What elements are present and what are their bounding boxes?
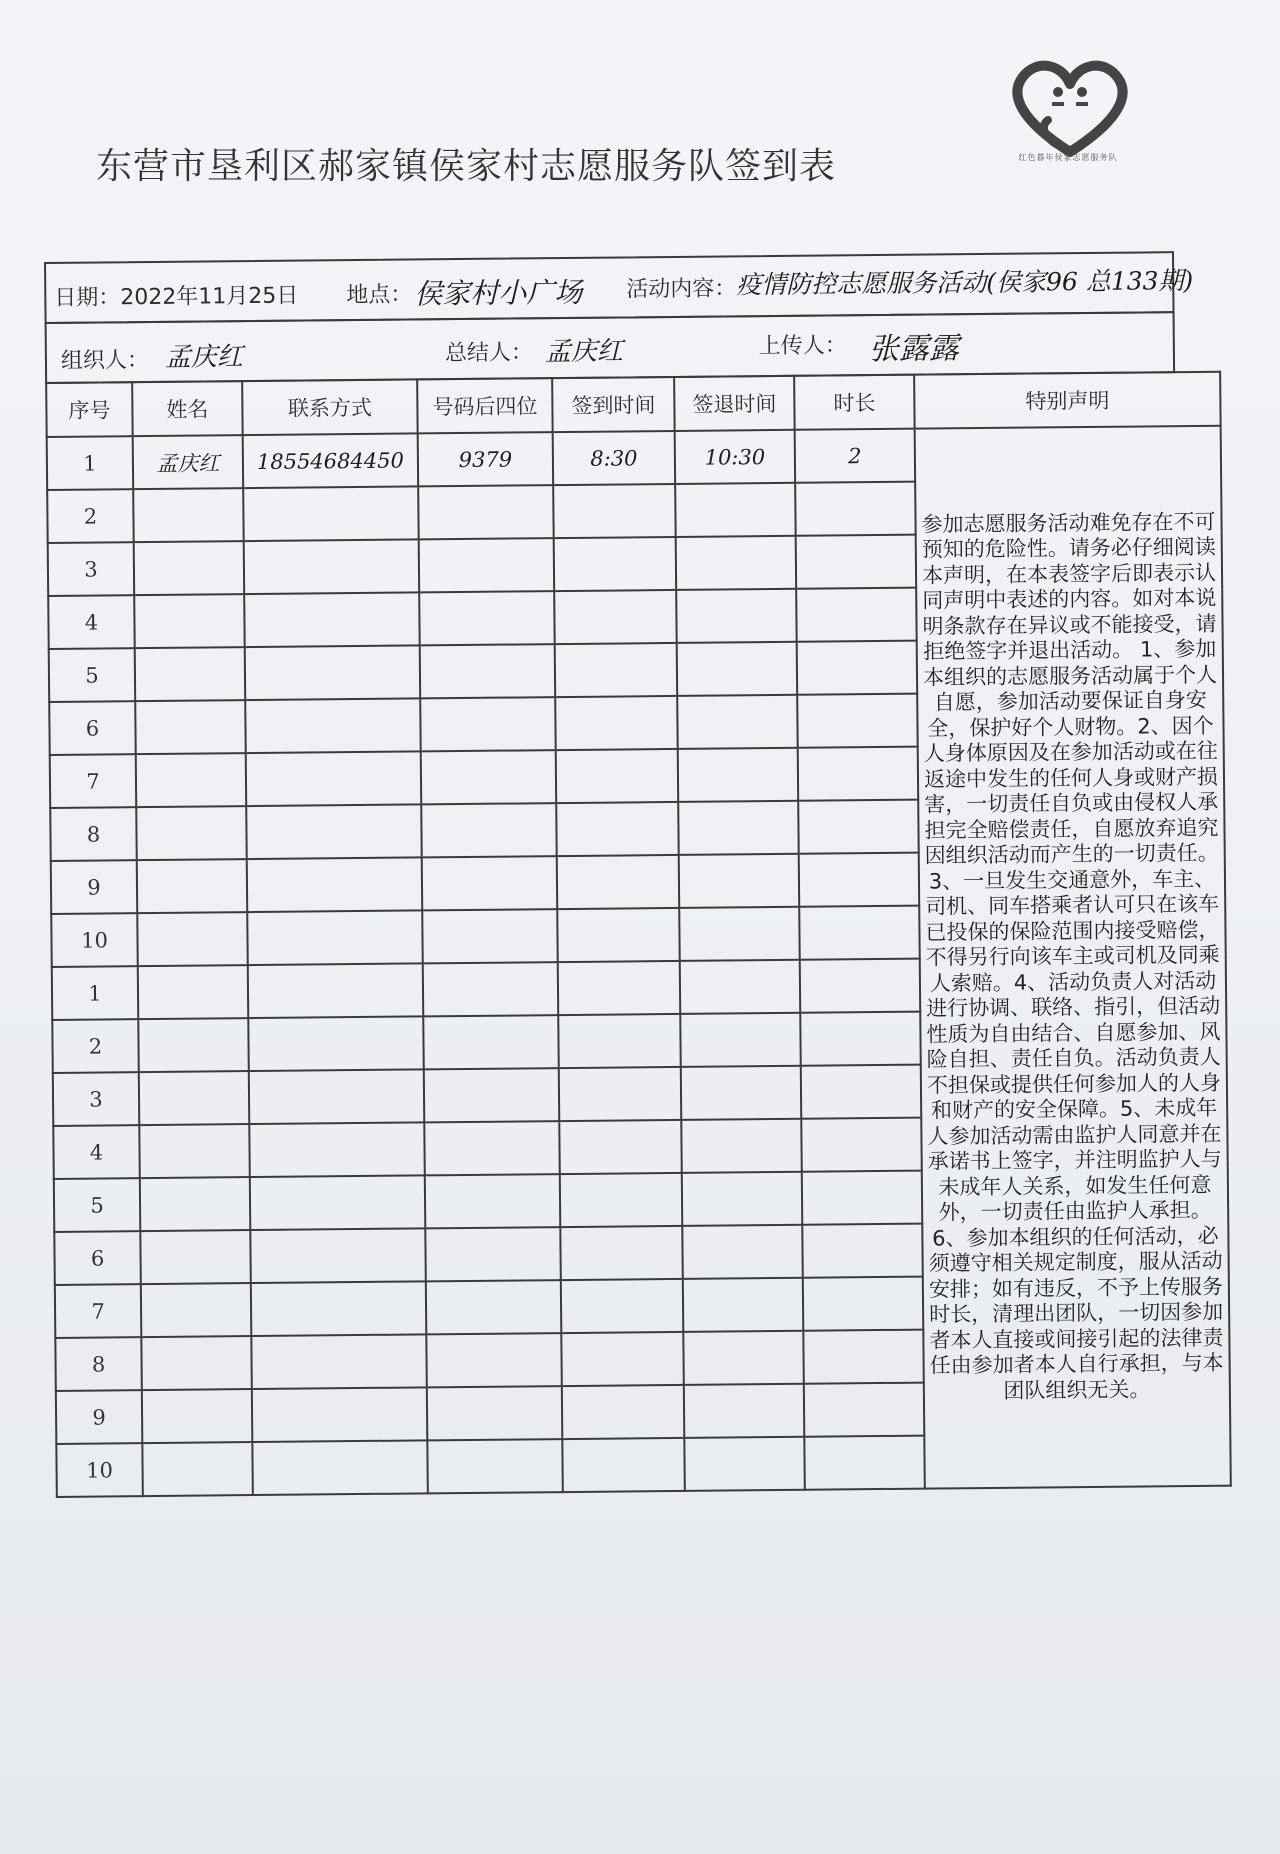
volunteer-name: 孟庆红 xyxy=(133,435,244,489)
row-number: 10 xyxy=(51,913,138,967)
place-label: 地点： xyxy=(346,282,413,309)
check-in-time xyxy=(562,1438,685,1492)
check-out-time xyxy=(682,1172,803,1226)
row-number: 3 xyxy=(48,542,135,596)
check-out-time xyxy=(684,1384,805,1438)
check-in-time xyxy=(556,802,679,856)
phone-number xyxy=(247,910,423,965)
phone-last-four xyxy=(426,1280,562,1334)
duration-hours xyxy=(796,535,917,589)
duration-hours xyxy=(801,1065,922,1119)
place-value: 侯家村小广场 xyxy=(414,275,583,311)
row-number: 1 xyxy=(52,966,139,1020)
row-number: 4 xyxy=(48,595,135,649)
check-in-time xyxy=(553,484,676,538)
phone-number xyxy=(244,592,420,647)
check-in-time xyxy=(560,1173,683,1227)
duration-hours xyxy=(799,906,920,960)
phone-last-four xyxy=(427,1439,563,1493)
organizer-label: 组织人： xyxy=(60,347,150,374)
phone-last-four xyxy=(420,644,556,698)
phone-number xyxy=(249,1069,425,1124)
row-number: 8 xyxy=(50,807,137,861)
phone-last-four xyxy=(426,1333,562,1387)
check-in-time xyxy=(555,696,678,750)
phone-last-four xyxy=(425,1174,561,1228)
column-header: 联系方式 xyxy=(242,379,418,435)
check-in-time xyxy=(557,855,680,909)
document-title: 东营市垦利区郝家镇侯家村志愿服务队签到表 xyxy=(96,146,837,187)
row-number: 1 xyxy=(47,436,134,490)
logo-caption: 红色暮年侯家志愿服务队 xyxy=(1018,153,1118,162)
duration-hours xyxy=(797,641,918,695)
duration-hours xyxy=(796,588,917,642)
check-out-time xyxy=(676,536,797,590)
column-header: 特别声明 xyxy=(914,372,1221,429)
column-header: 号码后四位 xyxy=(417,378,553,433)
duration-hours xyxy=(804,1436,925,1490)
check-in-time xyxy=(557,908,680,962)
check-out-time xyxy=(681,1119,802,1173)
check-out-time xyxy=(684,1437,805,1491)
volunteer-name xyxy=(138,965,249,1019)
check-out-time xyxy=(680,1013,801,1067)
content-label: 活动内容： xyxy=(626,276,737,303)
row-number: 7 xyxy=(55,1284,142,1338)
row-number: 3 xyxy=(53,1072,140,1126)
check-in-time: 8:30 xyxy=(553,431,676,485)
check-out-time xyxy=(676,589,797,643)
column-header: 签退时间 xyxy=(674,376,795,431)
uploader-signature: 张露露 xyxy=(868,331,960,368)
duration-hours: 2 xyxy=(795,429,916,483)
check-out-time xyxy=(679,907,800,961)
duration-hours xyxy=(803,1277,924,1331)
check-in-time xyxy=(554,590,677,644)
check-out-time xyxy=(677,695,798,749)
check-out-time xyxy=(683,1278,804,1332)
check-out-time xyxy=(677,642,798,696)
check-out-time xyxy=(681,1066,802,1120)
volunteer-name xyxy=(138,1018,249,1072)
sign-in-form xyxy=(44,251,1230,1547)
content-value: 疫情防控志愿服务活动(侯家96 总133期) xyxy=(736,265,1194,300)
phone-number: 18554684450 xyxy=(243,433,419,488)
phone-number xyxy=(244,539,420,594)
duration-hours xyxy=(797,694,918,748)
row-number: 6 xyxy=(54,1231,141,1285)
row-number: 5 xyxy=(49,648,136,702)
phone-number xyxy=(251,1334,427,1389)
check-in-time xyxy=(559,1120,682,1174)
phone-number xyxy=(250,1175,426,1230)
check-in-time xyxy=(561,1332,684,1386)
phone-last-four xyxy=(421,750,557,804)
row-number: 4 xyxy=(53,1125,140,1179)
date-label: 日期： xyxy=(54,285,121,311)
date-value: 2022年11月25日 xyxy=(120,283,299,311)
phone-last-four: 9379 xyxy=(418,432,554,486)
phone-last-four xyxy=(425,1227,561,1281)
volunteer-name xyxy=(142,1442,253,1496)
phone-number xyxy=(247,857,423,912)
duration-hours xyxy=(801,1118,922,1172)
phone-last-four xyxy=(418,485,554,539)
volunteer-name xyxy=(137,912,248,966)
volunteer-name xyxy=(139,1124,250,1178)
phone-number xyxy=(243,486,419,541)
volunteer-name xyxy=(141,1283,252,1337)
uploader-label: 上传人： xyxy=(758,333,847,360)
check-out-time xyxy=(680,960,801,1014)
column-header: 姓名 xyxy=(132,381,243,436)
phone-last-four xyxy=(422,856,558,910)
phone-number xyxy=(248,963,424,1018)
phone-number xyxy=(246,751,422,806)
sign-in-table xyxy=(45,371,1232,1498)
phone-last-four xyxy=(423,1015,559,1069)
volunteer-name xyxy=(137,859,248,913)
phone-number xyxy=(251,1281,427,1336)
check-in-time xyxy=(558,961,681,1015)
phone-number xyxy=(245,698,421,753)
organizer-signature: 孟庆红 xyxy=(164,342,244,373)
phone-number xyxy=(245,645,421,700)
check-in-time xyxy=(555,643,678,697)
phone-last-four xyxy=(421,803,557,857)
duration-hours xyxy=(804,1383,925,1437)
volunteer-name xyxy=(142,1389,253,1443)
phone-last-four xyxy=(422,909,558,963)
check-in-time xyxy=(560,1226,683,1280)
column-header: 签到时间 xyxy=(552,377,675,432)
check-in-time xyxy=(562,1385,685,1439)
phone-last-four xyxy=(420,697,556,751)
volunteer-name xyxy=(139,1071,250,1125)
special-statement: 参加志愿服务活动难免存在不可预知的危险性。请务必仔细阅读本声明，在本表签字后即表示认同声明中表述的内容。如对本说明条款存在异议或不能接受，请拒绝签字并退出活动。 1、参加本组织的志愿服务活动属于个人自愿，参加活动要保证自身安全，保护好个人财物。2、因个人身体原因及在参加活动或在往返途中发生的任何人身或财产损害，一切责任自负或由侵权人承担完全赔偿责任，自愿放弃追究因组织活动而产生的一切责任。3、一旦发生交通意外，车主、司机、同车搭乘者认可只在该车已投保的保险范围内接受赔偿，不得另行向该车主或司机及同乘人索赔。4、活动负责人对活动进行协调、联络、指引，但活动性质为自由结合、自愿参加、风险自担、责任自负。活动负责人不担保或提供任何参加人的人身和财产的安全保障。5、未成年人参加活动需由监护人同意并在承诺书上签字，并注明监护人与未成年人关系，如发生任何意外，一切责任由监护人承担。6、参加本组织的任何活动，必须遵守相关规定制度，服从活动安排；如有违反，不予上传服务时长，清理出团队，一切因参加者本人直接或间接引起的法律责任由参加者本人自行承担，与本团队组织无关。 xyxy=(915,426,1231,1489)
duration-hours xyxy=(803,1330,924,1384)
phone-number xyxy=(252,1387,428,1442)
duration-hours xyxy=(800,1012,921,1066)
phone-number xyxy=(250,1228,426,1283)
check-in-time xyxy=(559,1067,682,1121)
row-number: 6 xyxy=(49,701,136,755)
check-in-time xyxy=(558,1014,681,1068)
check-in-time xyxy=(561,1279,684,1333)
duration-hours xyxy=(798,747,919,801)
volunteer-name xyxy=(134,594,245,648)
volunteer-name xyxy=(136,753,247,807)
check-out-time xyxy=(678,748,799,802)
duration-hours xyxy=(800,959,921,1013)
check-out-time xyxy=(682,1225,803,1279)
volunteer-name xyxy=(135,647,246,701)
duration-hours xyxy=(799,853,920,907)
volunteer-name xyxy=(140,1177,251,1231)
column-header: 序号 xyxy=(46,382,133,437)
table-row xyxy=(47,426,1221,490)
duration-hours xyxy=(802,1171,923,1225)
check-out-time xyxy=(678,801,799,855)
row-number: 7 xyxy=(50,754,137,808)
row-number: 9 xyxy=(56,1390,143,1444)
volunteer-name xyxy=(135,700,246,754)
row-number: 9 xyxy=(51,860,138,914)
check-in-time xyxy=(556,749,679,803)
check-out-time: 10:30 xyxy=(675,430,796,484)
phone-last-four xyxy=(419,538,555,592)
check-in-time xyxy=(554,537,677,591)
volunteer-name xyxy=(140,1230,251,1284)
phone-number xyxy=(252,1440,428,1495)
phone-last-four xyxy=(424,1068,560,1122)
phone-last-four xyxy=(423,962,559,1016)
phone-number xyxy=(246,804,422,859)
row-number: 8 xyxy=(55,1337,142,1391)
row-number: 2 xyxy=(52,1019,139,1073)
phone-number xyxy=(248,1016,424,1071)
phone-last-four xyxy=(424,1121,560,1175)
duration-hours xyxy=(795,482,916,536)
check-out-time xyxy=(683,1331,804,1385)
phone-last-four xyxy=(427,1386,563,1440)
volunteer-name xyxy=(133,488,244,542)
phone-number xyxy=(249,1122,425,1177)
check-out-time xyxy=(679,854,800,908)
phone-last-four xyxy=(419,591,555,645)
summarizer-label: 总结人： xyxy=(444,340,534,367)
duration-hours xyxy=(798,800,919,854)
duration-hours xyxy=(802,1224,923,1278)
row-number: 2 xyxy=(47,489,134,543)
summarizer-signature: 孟庆红 xyxy=(544,336,624,368)
row-number: 10 xyxy=(56,1443,143,1497)
table-body xyxy=(47,426,1231,1497)
volunteer-name xyxy=(136,806,247,860)
volunteer-name xyxy=(134,541,245,595)
check-out-time xyxy=(675,483,796,537)
row-number: 5 xyxy=(54,1178,141,1232)
column-header: 时长 xyxy=(794,375,915,430)
volunteer-name xyxy=(141,1336,252,1390)
